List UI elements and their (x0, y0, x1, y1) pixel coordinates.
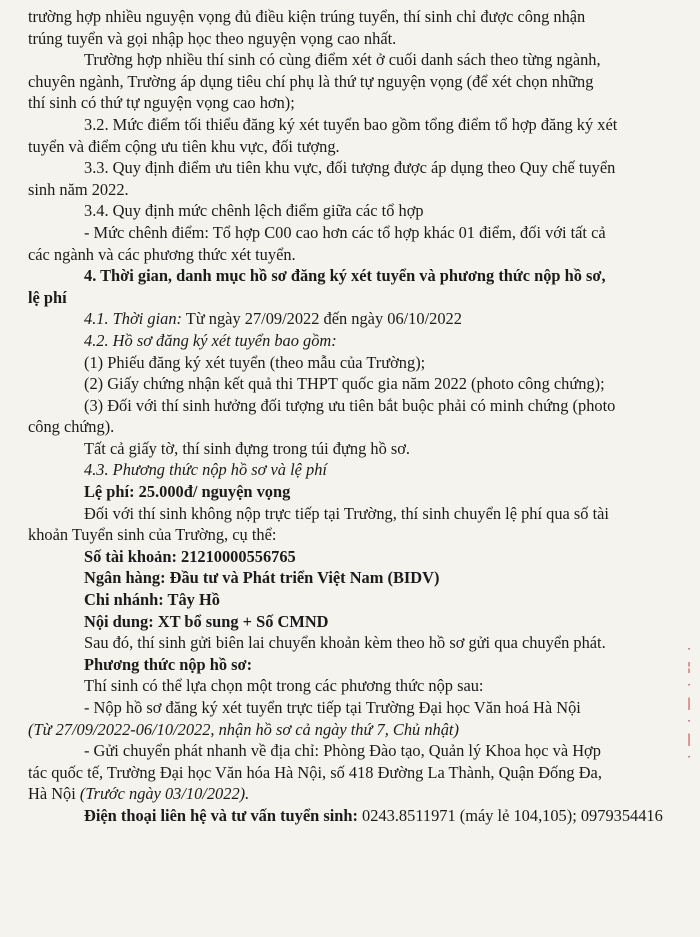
text-line: khoản Tuyển sinh của Trường, cụ thể: (28, 525, 277, 545)
section-4-1-value: Từ ngày 27/09/2022 đến ngày 06/10/2022 (182, 309, 462, 329)
text-line: Tất cả giấy tờ, thí sinh đựng trong túi đựng hồ sơ. (84, 438, 411, 458)
stamp-fragment: · (687, 714, 691, 728)
section-3-4: 3.4. Quy định mức chênh lệch điểm giữa các tổ hợp (84, 201, 424, 221)
contact-line (28, 805, 678, 827)
list-item: - Gửi chuyển phát nhanh về địa chỉ: Phòng Đào tạo, Quản lý Khoa học và Hợp (84, 741, 601, 761)
text-line: trường hợp nhiều nguyện vọng đủ điều kiện trúng tuyển, thí sinh chỉ được công nhận (28, 7, 586, 26)
text-line: Trường hợp nhiều thí sinh có cùng điểm xét ở cuối danh sách theo từng ngành, (84, 50, 601, 70)
list-item: (2) Giấy chứng nhận kết quả thi THPT quốc gia năm 2022 (photo công chứng); (84, 374, 605, 394)
stamp-fragment: | (686, 696, 692, 710)
account-number: Số tài khoản: 21210000556765 (84, 546, 296, 566)
section-4-1 (28, 308, 678, 330)
contact-label: Điện thoại liên hệ và tư vấn tuyển sinh: (84, 805, 358, 825)
text-line: Đối với thí sinh không nộp trực tiếp tại Trường, thí sinh chuyển lệ phí qua số tài (84, 503, 609, 523)
section-4-1-label: 4.1. Thời gian: (84, 309, 182, 329)
transfer-content: Nội dung: XT bổ sung + Số CMND (84, 611, 329, 631)
text-line: trúng tuyển và gọi nhập học theo nguyện vọng cao nhất. (28, 28, 397, 48)
contact-value: 0243.8511971 (máy lẻ 104,105); 0979354416 (357, 805, 663, 825)
text-line: thí sinh có thứ tự nguyện vọng cao hơn); (28, 93, 295, 113)
stamp-fragment: ¦ (686, 660, 692, 674)
text-line: (Từ 27/09/2022-06/10/2022, nhận hồ sơ cả ngày thứ 7, Chủ nhật) (28, 719, 459, 739)
text-line: sinh năm 2022. (28, 179, 129, 199)
stamp-fragment: · (687, 678, 691, 692)
fee-line: Lệ phí: 25.000đ/ nguyện vọng (84, 482, 291, 502)
section-4-2: 4.2. Hồ sơ đăng ký xét tuyển bao gồm: (84, 330, 337, 350)
submission-method-heading: Phương thức nộp hồ sơ: (84, 654, 253, 674)
stamp-fragment: · (687, 642, 691, 656)
section-4-3: 4.3. Phương thức nộp hồ sơ và lệ phí (84, 460, 327, 480)
address-end: Hà Nội (28, 784, 80, 804)
text-line: các ngành và các phương thức xét tuyển. (28, 244, 296, 264)
list-item: (1) Phiếu đăng ký xét tuyển (theo mẫu của Trường); (84, 352, 426, 372)
text-line: tuyển và điểm cộng ưu tiên khu vực, đối tượng. (28, 136, 340, 156)
text-line (28, 783, 678, 805)
text-line: Thí sinh có thể lựa chọn một trong các phương thức nộp sau: (84, 676, 484, 696)
section-3-3: 3.3. Quy định điểm ưu tiên khu vực, đối tượng được áp dụng theo Quy chế tuyển (84, 158, 616, 178)
text-line: tác quốc tế, Trường Đại học Văn hóa Hà Nội, số 418 Đường La Thành, Quận Đống Đa, (28, 762, 602, 782)
red-stamp-mark (682, 640, 696, 780)
text-line: chuyên ngành, Trường áp dụng tiêu chí phụ là thứ tự nguyện vọng (để xét chọn những (28, 71, 594, 91)
section-4-heading: 4. Thời gian, danh mục hồ sơ đăng ký xét tuyển và phương thức nộp hồ sơ, (84, 266, 606, 286)
text-line: - Mức chênh điểm: Tổ hợp C00 cao hơn các tổ hợp khác 01 điểm, đối với tất cả (84, 222, 606, 242)
stamp-fragment: · (687, 750, 691, 764)
section-3-2: 3.2. Mức điểm tối thiểu đăng ký xét tuyển bao gồm tổng điểm tổ hợp đăng ký xét (84, 114, 618, 134)
text-line: công chứng). (28, 417, 115, 437)
text-line: Sau đó, thí sinh gửi biên lai chuyển khoản kèm theo hồ sơ gửi qua chuyển phát. (84, 633, 606, 653)
bank-name: Ngân hàng: Đầu tư và Phát triển Việt Nam (BIDV) (84, 568, 440, 588)
section-4-heading-cont: lệ phí (28, 287, 67, 307)
stamp-fragment: | (686, 732, 692, 746)
bank-branch: Chi nhánh: Tây Hồ (84, 590, 220, 610)
list-item: - Nộp hồ sơ đăng ký xét tuyển trực tiếp tại Trường Đại học Văn hoá Hà Nội (84, 698, 581, 717)
deadline-note: (Trước ngày 03/10/2022). (79, 784, 250, 804)
list-item: (3) Đối với thí sinh hưởng đối tượng ưu tiên bắt buộc phải có minh chứng (photo (84, 395, 616, 415)
